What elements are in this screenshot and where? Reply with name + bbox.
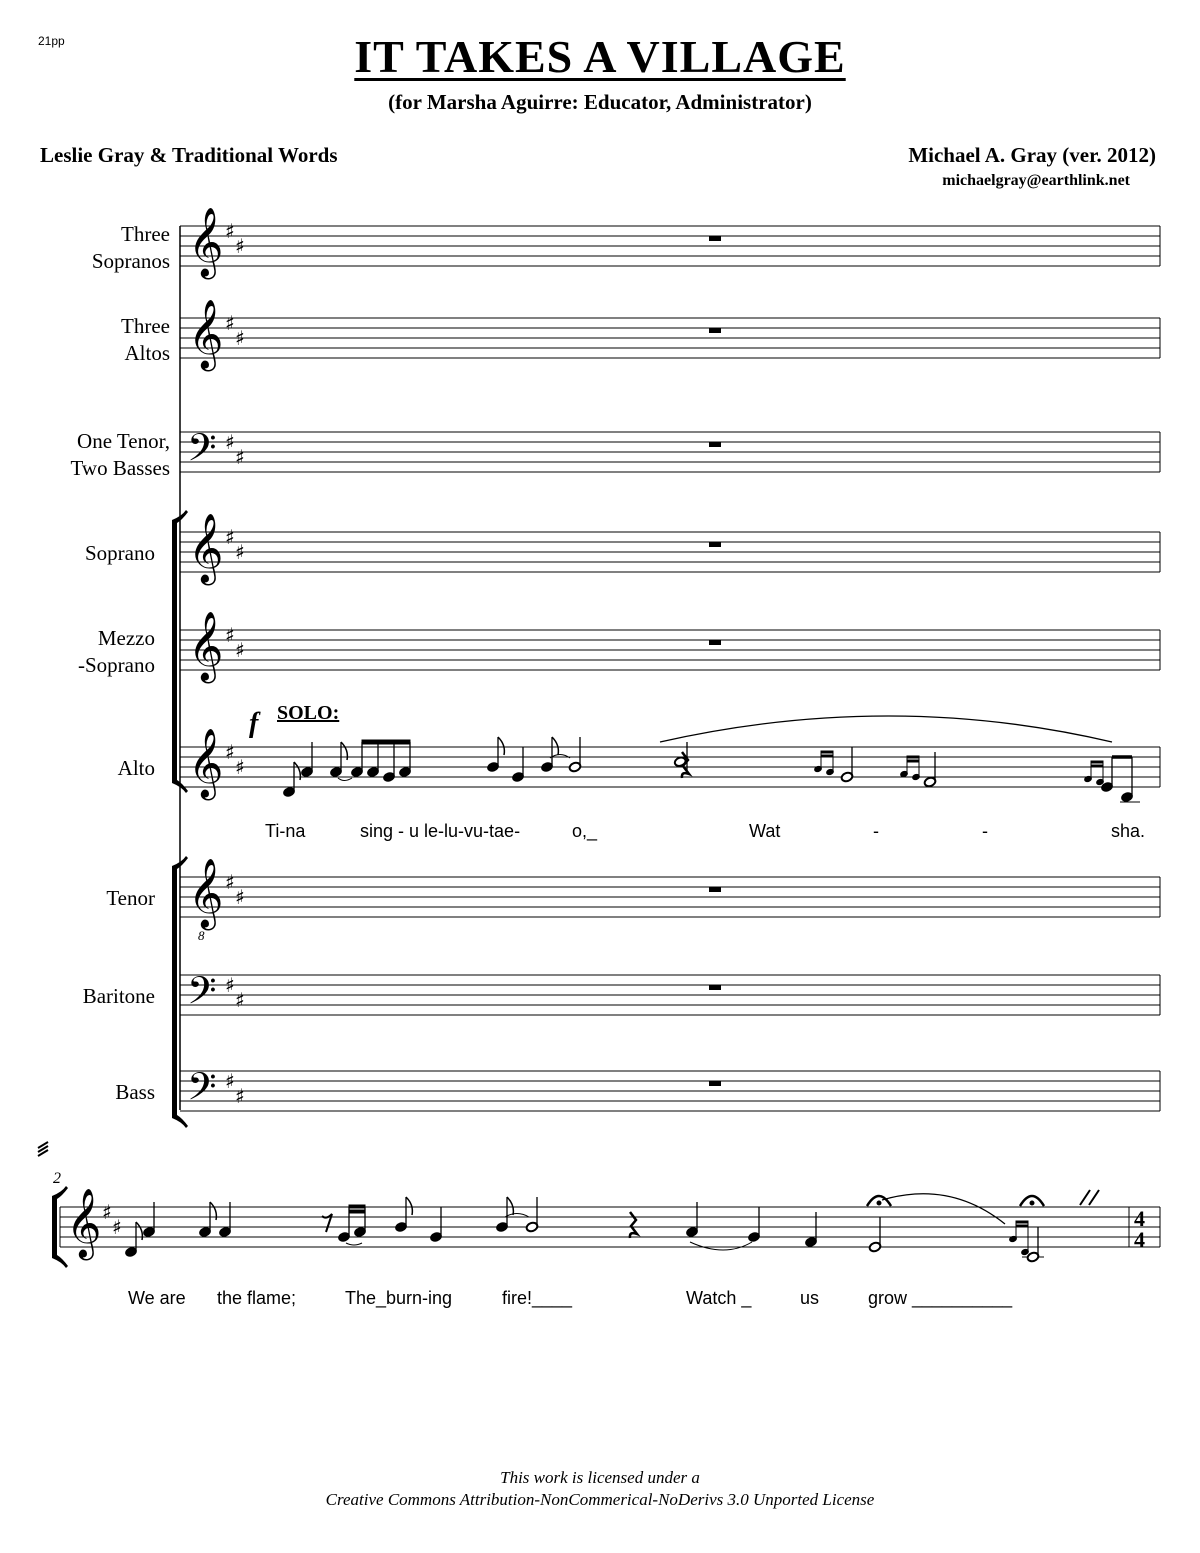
dedication: (for Marsha Aguirre: Educator, Administrator) — [388, 90, 812, 114]
lyric-syllable: sing - u le-lu-vu-tae- — [360, 821, 521, 841]
part-label-line2: -Soprano — [78, 653, 155, 677]
page-count: 21pp — [38, 34, 65, 48]
staff-three-altos — [180, 318, 1160, 358]
svg-text:♯: ♯ — [102, 1200, 112, 1224]
svg-text:♯: ♯ — [112, 1215, 122, 1239]
staff-three-sopranos — [180, 226, 1160, 266]
lyric-syllable: We are — [128, 1288, 186, 1308]
lyric-syllable: us — [800, 1288, 820, 1308]
svg-text:♯: ♯ — [225, 740, 235, 764]
whole-rest-icon — [709, 542, 721, 547]
part-label-line1: Tenor — [106, 886, 155, 910]
whole-rest-icon — [709, 640, 721, 645]
bass-clef-icon: 𝄢 — [187, 968, 217, 1022]
time-signature-top: 4 — [1134, 1206, 1145, 1231]
license-line1: This work is licensed under a — [500, 1468, 700, 1487]
svg-text:♯: ♯ — [235, 1084, 245, 1108]
composer-email: michaelgray@earthlink.net — [942, 172, 1130, 189]
staff-tenor — [180, 877, 1160, 917]
svg-text:♯: ♯ — [225, 219, 235, 243]
whole-rests — [709, 236, 721, 1086]
whole-rest-icon — [709, 328, 721, 333]
staff-alto — [180, 747, 1160, 787]
part-label-line1: Three — [121, 314, 170, 338]
time-signature — [1134, 1206, 1145, 1252]
svg-text:♯: ♯ — [235, 988, 245, 1012]
lyric-syllable: grow __________ — [868, 1288, 1013, 1308]
svg-text:♯: ♯ — [235, 540, 245, 564]
svg-text:♯: ♯ — [235, 445, 245, 469]
part-label-line1: Alto — [117, 756, 155, 780]
bracket-mens-voices — [172, 866, 177, 1118]
svg-text:♯: ♯ — [235, 885, 245, 909]
part-label-line2: Altos — [124, 341, 170, 365]
whole-rest-icon — [709, 985, 721, 990]
part-label-line2: Two Basses — [70, 456, 170, 480]
lyric-syllable: - — [982, 821, 988, 841]
dynamic-marking: f — [249, 708, 259, 739]
license-notice — [0, 1467, 1200, 1511]
bass-clef-icon: 𝄢 — [187, 1064, 217, 1118]
lyricist-credit: Leslie Gray & Traditional Words — [40, 143, 338, 167]
lyric-syllable: sha. — [1111, 821, 1146, 841]
staff-system2-alto — [60, 1207, 1160, 1247]
treble-clef-icon: 𝄞 — [188, 611, 224, 681]
staff-bass — [180, 1071, 1160, 1111]
part-label-line1: Soprano — [85, 541, 155, 565]
system2-notes — [124, 1190, 1099, 1263]
svg-text:♯: ♯ — [235, 234, 245, 258]
treble-clef-icon: 𝄞 — [188, 207, 224, 277]
treble-clef-icon: 𝄞 — [188, 513, 224, 583]
lyric-syllable: - — [873, 821, 879, 841]
lyric-syllable: The_burn-ing — [345, 1288, 453, 1308]
license-line2: Creative Commons Attribution-NonCommerical-NoDerivs 3.0 Unported License — [325, 1490, 875, 1509]
svg-text:♯: ♯ — [225, 870, 235, 894]
lyric-syllable: fire!____ — [502, 1288, 573, 1308]
bracket-womens-voices — [172, 520, 177, 783]
lyric-syllable: Watch _ — [686, 1288, 752, 1308]
svg-text:♯: ♯ — [225, 1069, 235, 1093]
svg-text:♯: ♯ — [235, 326, 245, 350]
staff-tenor-basses — [180, 432, 1160, 472]
ensemble-brackets — [52, 510, 188, 1268]
part-label-line1: Three — [121, 222, 170, 246]
bass-clef-icon: 𝄢 — [187, 425, 217, 479]
measure-number: 2 — [53, 1170, 61, 1187]
svg-text:♯: ♯ — [225, 973, 235, 997]
lyric-syllable: Ti-na — [265, 821, 306, 841]
lyric-syllable: o,_ — [572, 821, 598, 841]
part-label-line1: One Tenor, — [77, 429, 170, 453]
svg-text:♯: ♯ — [225, 430, 235, 454]
treble-clef-icon: 𝄞 — [188, 858, 224, 928]
staff-soprano — [180, 532, 1160, 572]
whole-rest-icon — [709, 236, 721, 241]
part-label-line1: Baritone — [82, 984, 155, 1008]
part-label-line1: Mezzo — [97, 626, 155, 650]
whole-rest-icon — [709, 442, 721, 447]
solo-direction: SOLO: — [277, 702, 340, 724]
treble-clef-icon: 𝄞 — [66, 1188, 102, 1258]
time-signature-bottom: 4 — [1134, 1227, 1145, 1252]
svg-text:♯: ♯ — [225, 311, 235, 335]
part-label-line1: Bass — [115, 1080, 155, 1104]
bracket-system2 — [52, 1196, 57, 1258]
part-label-line2: Sopranos — [91, 249, 170, 273]
treble-clef-icon: 𝄞 — [188, 299, 224, 369]
treble-clef-icon: 𝄞 — [188, 728, 224, 798]
octave-marker-icon: 8 — [198, 928, 205, 943]
whole-rest-icon — [709, 887, 721, 892]
alto-solo-notes — [282, 716, 1140, 803]
svg-text:♯: ♯ — [225, 525, 235, 549]
svg-text:♯: ♯ — [235, 638, 245, 662]
system-divider-icon — [38, 1142, 48, 1156]
svg-text:♯: ♯ — [235, 755, 245, 779]
lyric-syllable: Wat — [749, 821, 781, 841]
staff-mezzo-soprano — [180, 630, 1160, 670]
piece-title-text: IT TAKES A VILLAGE — [354, 31, 846, 82]
staff-baritone — [180, 975, 1160, 1015]
composer-credit: Michael A. Gray (ver. 2012) — [908, 143, 1156, 167]
whole-rest-icon — [709, 1081, 721, 1086]
svg-text:♯: ♯ — [225, 623, 235, 647]
lyric-syllable: the flame; — [217, 1288, 297, 1308]
